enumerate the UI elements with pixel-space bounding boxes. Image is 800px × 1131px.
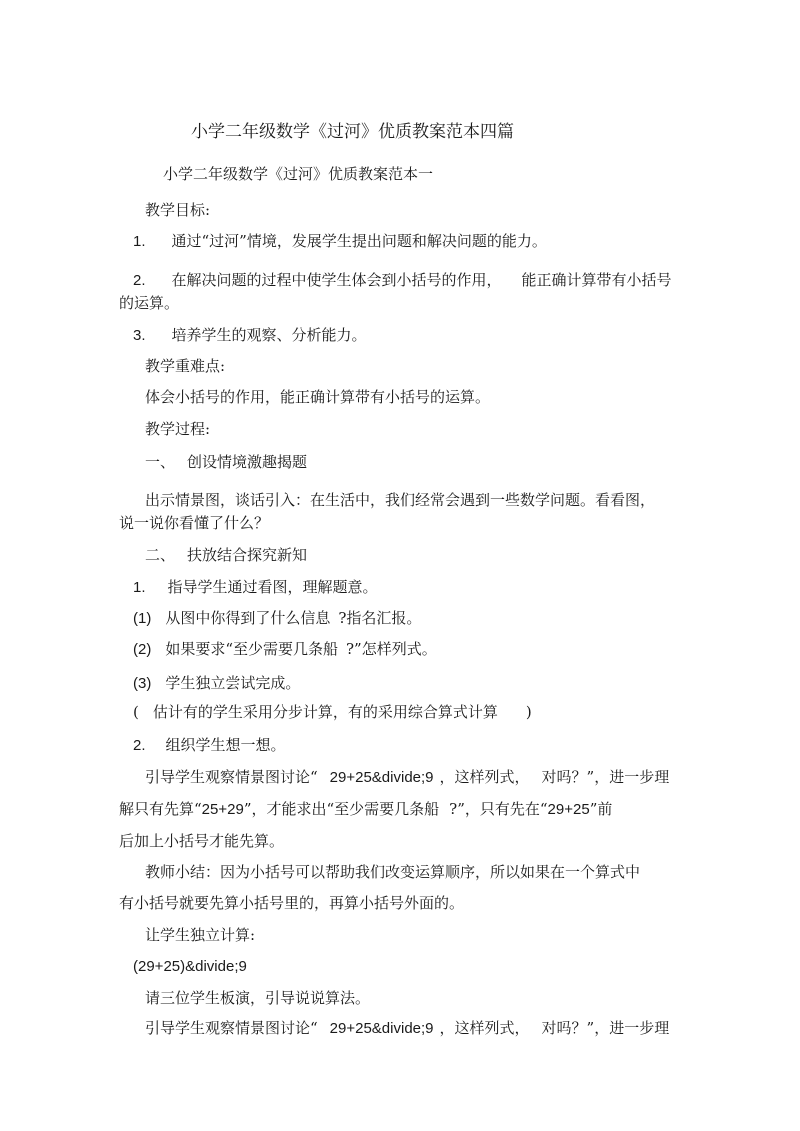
question-text-continued: ?”怎样列式。 xyxy=(346,640,437,658)
sub-item-1 xyxy=(133,577,378,598)
step-number: 二、 xyxy=(145,546,176,564)
expression: 29+25&divide;9 xyxy=(329,1020,434,1037)
question-text-continued: ?指名汇报。 xyxy=(338,609,422,627)
question-number: (1) xyxy=(133,610,152,627)
discussion-para-1-line-1 xyxy=(145,767,669,788)
goal-text-continued: 能正确计算带有小括号 xyxy=(521,271,672,289)
question-number: (3) xyxy=(133,675,152,692)
key-text: 体会小括号的作用，能正确计算带有小括号的运算。 xyxy=(145,388,491,406)
sub-text: 组织学生想一想。 xyxy=(165,736,286,754)
goal-text: 通过“过河”情境，发展学生提出问题和解决问题的能力。 xyxy=(171,232,547,250)
text-span: ”，才能求出“至少需要几条船 xyxy=(243,800,440,818)
text-span: 引导学生观察情景图讨论“ xyxy=(145,768,318,786)
text-span: 对吗？”，进一步理 xyxy=(541,1019,670,1037)
step-text: 创设情境激趣揭题 xyxy=(187,453,308,471)
step-number: 一、 xyxy=(145,453,176,471)
goal-item-3 xyxy=(133,325,367,346)
sub-number: 1. xyxy=(133,579,146,596)
text-span: 对吗？”，进一步理 xyxy=(541,768,670,786)
board-instruction: 请三位学生板演，引导说说算法。 xyxy=(145,989,371,1007)
question-2 xyxy=(133,639,437,660)
step-2-heading xyxy=(145,545,307,565)
summary-line-1: 教师小结：因为小括号可以帮助我们改变运算顺序，所以如果在一个算式中 xyxy=(145,863,641,881)
goal-item-2-wrap: 的运算。 xyxy=(119,294,180,312)
text-span: 解只有先算“ xyxy=(119,800,202,818)
goal-item-1 xyxy=(133,231,547,252)
text-span: ，这样列式， xyxy=(439,1019,530,1037)
expression: 29+25&divide;9 xyxy=(329,769,434,786)
expression: 29+25 xyxy=(547,801,590,818)
question-text: 学生独立尝试完成。 xyxy=(165,674,301,692)
discussion-para-1-line-2 xyxy=(119,799,612,820)
expression: 25+29 xyxy=(201,801,244,818)
question-3 xyxy=(133,673,300,694)
sub-number: 2. xyxy=(133,737,146,754)
key-heading: 教学重难点: xyxy=(145,357,226,375)
goal-heading: 教学目标: xyxy=(145,201,211,219)
goal-text: 培养学生的观察、分析能力。 xyxy=(171,326,367,344)
goal-number: 1. xyxy=(133,233,146,250)
note-open-paren: ( xyxy=(133,703,139,721)
question-1 xyxy=(133,608,421,629)
goal-number: 3. xyxy=(133,327,146,344)
formula: (29+25)&divide;9 xyxy=(133,958,247,975)
teacher-note xyxy=(133,702,532,722)
text-span: ，这样列式， xyxy=(439,768,530,786)
text-span: ?”，只有先在“ xyxy=(449,800,548,818)
goal-item-2 xyxy=(133,270,672,291)
process-heading: 教学过程: xyxy=(145,420,211,438)
calc-heading: 让学生独立计算: xyxy=(145,926,256,944)
discussion-para-2-line-1 xyxy=(145,1018,669,1039)
question-number: (2) xyxy=(133,641,152,658)
section-subtitle: 小学二年级数学《过河》优质教案范本一 xyxy=(163,165,434,183)
step-1-heading xyxy=(145,452,307,472)
text-span: 引导学生观察情景图讨论“ xyxy=(145,1019,318,1037)
note-text: 估计有的学生采用分步计算，有的采用综合算式计算 xyxy=(152,703,498,721)
document-title: 小学二年级数学《过河》优质教案范本四篇 xyxy=(191,122,514,142)
goal-number: 2. xyxy=(133,272,146,289)
question-text: 如果要求“至少需要几条船 xyxy=(165,640,339,658)
note-close-paren: ) xyxy=(525,703,532,721)
step-1-paragraph-line-2: 说一说你看懂了什么？ xyxy=(119,514,270,532)
question-text: 从图中你得到了什么信息 xyxy=(165,609,331,627)
goal-text: 在解决问题的过程中使学生体会到小括号的作用， xyxy=(171,271,502,289)
sub-text: 指导学生通过看图，理解题意。 xyxy=(167,578,378,596)
discussion-para-1-line-3: 后加上小括号才能先算。 xyxy=(119,832,285,850)
sub-item-2 xyxy=(133,735,286,756)
step-text: 扶放结合探究新知 xyxy=(187,546,308,564)
text-span: ”前 xyxy=(589,800,613,818)
summary-line-2: 有小括号就要先算小括号里的，再算小括号外面的。 xyxy=(119,894,465,912)
step-1-paragraph-line-1: 出示情景图，谈话引入：在生活中，我们经常会遇到一些数学问题。看看图， xyxy=(145,491,656,509)
